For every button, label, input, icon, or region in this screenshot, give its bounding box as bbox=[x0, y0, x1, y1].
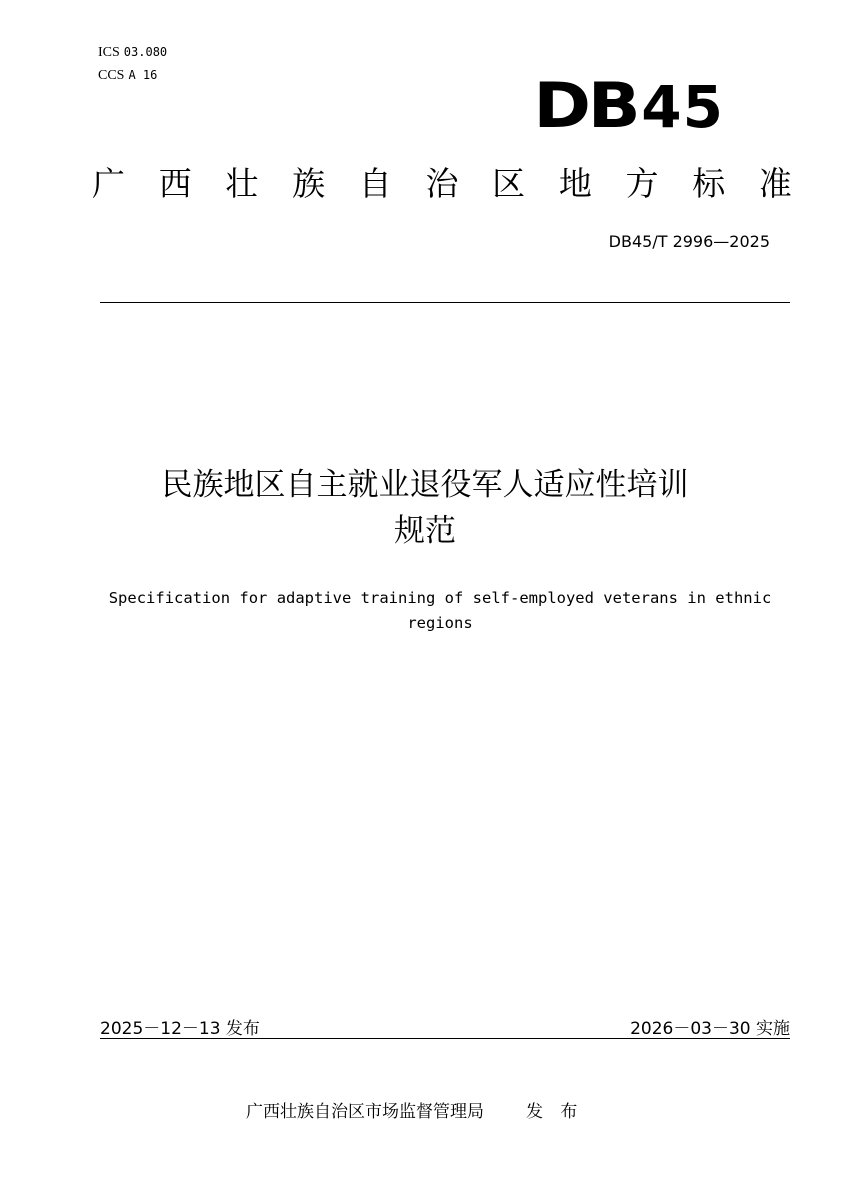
standard-type-char: 准 bbox=[758, 164, 792, 203]
standard-number: DB45/T 2996—2025 bbox=[608, 232, 770, 251]
standard-type bbox=[92, 164, 792, 204]
classification-codes bbox=[98, 41, 167, 87]
standard-type-char: 地 bbox=[558, 164, 592, 203]
document-title-en bbox=[90, 586, 790, 636]
standard-type-char: 区 bbox=[492, 164, 526, 203]
issue-date: 2025－12－13 发布 bbox=[100, 1019, 260, 1039]
standard-type-char: 西 bbox=[158, 164, 192, 203]
standard-mark bbox=[532, 69, 724, 142]
standard-mark-number: 45 bbox=[641, 73, 724, 141]
ccs-code bbox=[98, 64, 167, 87]
title-en-line-1: Specification for adaptive training of self-employed veterans in ethnic bbox=[108, 589, 772, 607]
publisher-name: 广西壮族自治区市场监督管理局 bbox=[246, 1102, 484, 1122]
standard-type-char: 方 bbox=[625, 164, 659, 203]
standard-type-char: 标 bbox=[692, 164, 726, 203]
ccs-value: A 16 bbox=[128, 68, 158, 82]
publisher-line bbox=[246, 1097, 583, 1122]
footer-rule bbox=[100, 1038, 790, 1039]
header-rule bbox=[100, 302, 790, 303]
standard-type-char: 族 bbox=[292, 164, 326, 203]
document-title-cn bbox=[0, 462, 850, 554]
title-en-line-2: regions bbox=[407, 614, 473, 632]
publish-action: 发 布 bbox=[526, 1102, 584, 1122]
ics-label: ICS bbox=[98, 45, 120, 60]
standard-type-char: 自 bbox=[358, 164, 392, 203]
standard-mark-letters: DB bbox=[532, 69, 637, 142]
standard-type-char: 壮 bbox=[225, 164, 259, 203]
ccs-label: CCS bbox=[98, 68, 125, 83]
standard-type-char: 广 bbox=[92, 164, 125, 203]
title-cn-line-2: 规范 bbox=[394, 513, 456, 549]
standard-type-char: 治 bbox=[425, 164, 459, 203]
ics-code bbox=[98, 41, 167, 64]
implement-date: 2026－03－30 实施 bbox=[630, 1019, 790, 1039]
ics-value: 03.080 bbox=[123, 45, 168, 59]
title-cn-line-1: 民族地区自主就业退役军人适应性培训 bbox=[161, 467, 689, 503]
